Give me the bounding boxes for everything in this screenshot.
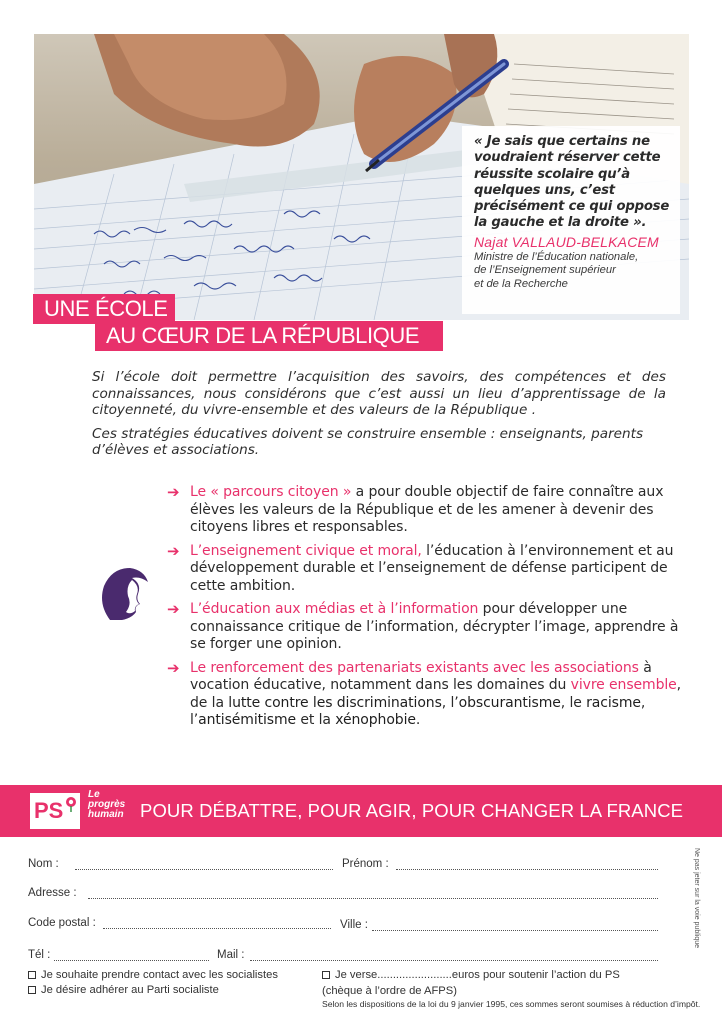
progres-logo-text: Le <box>88 789 100 800</box>
bullet-text: pour développer une connaissance critique de l’information, décrypter l’image, apprendre à se forger une opinion. <box>190 601 679 652</box>
page-title-line-2: AU CŒUR DE LA RÉPUBLIQUE <box>95 321 443 351</box>
bullet-text: , l’ <box>190 694 646 728</box>
arrow-right-icon: ➔ <box>167 658 180 677</box>
quote-author: Najat VALLAUD-BELKACEM <box>474 233 659 250</box>
adherer-checkbox[interactable] <box>28 986 36 994</box>
quote-role-line: de l’Enseignement supérieur <box>474 264 616 277</box>
nom-label: Nom : <box>28 858 59 870</box>
page-title-line-1: UNE ÉCOLE <box>33 294 175 324</box>
intro-paragraph: Si l’école doit permettre l’acquisition des savoirs, des compétences et des connaissances, nous considérons que c’est aussi un lieu d’apprentissage de la citoyenneté, du vivre-ensemble et des valeurs de la République . <box>92 369 666 418</box>
progres-humain-logo <box>88 790 130 834</box>
bullet-highlight: vivre ensemble <box>570 677 677 693</box>
rose-fist-icon <box>63 796 79 812</box>
mail-field[interactable] <box>250 960 658 961</box>
bullet-highlight: Le renforcement des partenariats existants avec les associations <box>190 659 639 676</box>
bullet-text: a pour double objectif de faire connaître aux élèves les valeurs de la République et de les amener à devenir des citoyens libres et responsables. <box>190 484 664 535</box>
adresse-field[interactable] <box>88 898 658 899</box>
verse-checkbox[interactable] <box>322 971 330 979</box>
list-item <box>165 601 685 654</box>
bullet-emphasis: antisémitisme <box>198 712 297 728</box>
mail-label: Mail : <box>217 949 245 961</box>
prenom-label: Prénom : <box>342 858 389 870</box>
quote-text: « Je sais que certains ne voudraient réserver cette réussite scolaire qu’à quelques uns, c’est précisément ce qui oppose la gauche et la droite ». <box>474 134 670 231</box>
arrow-right-icon: ➔ <box>167 541 180 560</box>
tel-label: Tél : <box>28 949 51 961</box>
adherer-checkbox-row[interactable] <box>28 984 219 996</box>
list-item <box>165 484 685 537</box>
adresse-label: Adresse : <box>28 887 77 899</box>
adherer-checkbox-label: Je désire adhérer au Parti socialiste <box>41 984 219 996</box>
verse-checkbox-row[interactable] <box>322 969 620 981</box>
progres-logo-text: progrès <box>88 799 126 810</box>
bullet-emphasis: lutte contre les discriminations <box>228 694 442 711</box>
slogan-text: POUR DÉBATTRE, POUR AGIR, POUR CHANGER LA FRANCE <box>140 800 684 821</box>
bullet-highlight: L’éducation aux médias et à l’information <box>190 601 479 617</box>
bullet-text: et la <box>296 712 336 728</box>
bullet-text: , le <box>560 694 587 711</box>
quote-box <box>462 126 680 314</box>
list-item <box>165 660 685 730</box>
contact-checkbox-label: Je souhaite prendre contact avec les socialistes <box>41 969 278 981</box>
code-postal-label: Code postal : <box>28 917 96 929</box>
arrow-right-icon: ➔ <box>167 600 180 618</box>
bullet-text: , de la <box>190 677 682 711</box>
prenom-field[interactable] <box>396 869 658 870</box>
bullet-highlight: Le « parcours citoyen » <box>190 484 352 500</box>
ville-field[interactable] <box>372 930 658 931</box>
quote-role <box>474 251 670 291</box>
arrow-right-icon: ➔ <box>167 483 180 501</box>
ps-logo: PS <box>30 793 80 829</box>
bullet-highlight: L’enseignement civique et moral, <box>190 542 422 559</box>
bullet-text: , l’ <box>441 694 459 711</box>
tax-note: Selon les dispositions de la loi du 9 janvier 1995, ces sommes seront soumises à réduction d’impôt. <box>322 999 701 1009</box>
bullet-emphasis: xénophobie <box>335 712 416 728</box>
bullet-text: . <box>415 712 421 728</box>
bullet-list <box>165 484 685 736</box>
contact-checkbox[interactable] <box>28 971 36 979</box>
ville-label: Ville : <box>340 919 368 931</box>
cheque-note: (chèque à l’ordre de AFPS) <box>322 985 457 997</box>
quote-role-line: Ministre de l’Éducation nationale, <box>474 250 639 263</box>
intro-text <box>92 369 666 459</box>
intro-paragraph: Ces stratégies éducatives doivent se construire ensemble : enseignants, parents d’élèves et associations. <box>92 425 644 458</box>
list-item <box>165 543 685 596</box>
code-postal-field[interactable] <box>103 928 331 929</box>
marianne-logo-icon <box>92 560 158 626</box>
verse-checkbox-label: Je verse........................euros pour soutenir l’action du PS <box>335 969 620 981</box>
vertical-disposal-note: Ne pas jeter sur la voie publique <box>693 848 700 949</box>
bullet-text: à vocation éducative, notamment dans les domaines du <box>190 659 652 693</box>
bullet-text: l’éducation à l’environnement et au développement durable et l’enseignement de défense participent de cette ambition. <box>190 542 674 594</box>
tel-field[interactable] <box>54 960 209 961</box>
nom-field[interactable] <box>75 869 333 870</box>
bullet-emphasis: obscurantisme <box>458 694 561 711</box>
contact-checkbox-row[interactable] <box>28 969 278 981</box>
progres-logo-text: humain <box>88 809 124 820</box>
quote-role-line: et de la Recherche <box>474 277 568 290</box>
bullet-emphasis: racisme <box>586 694 641 711</box>
